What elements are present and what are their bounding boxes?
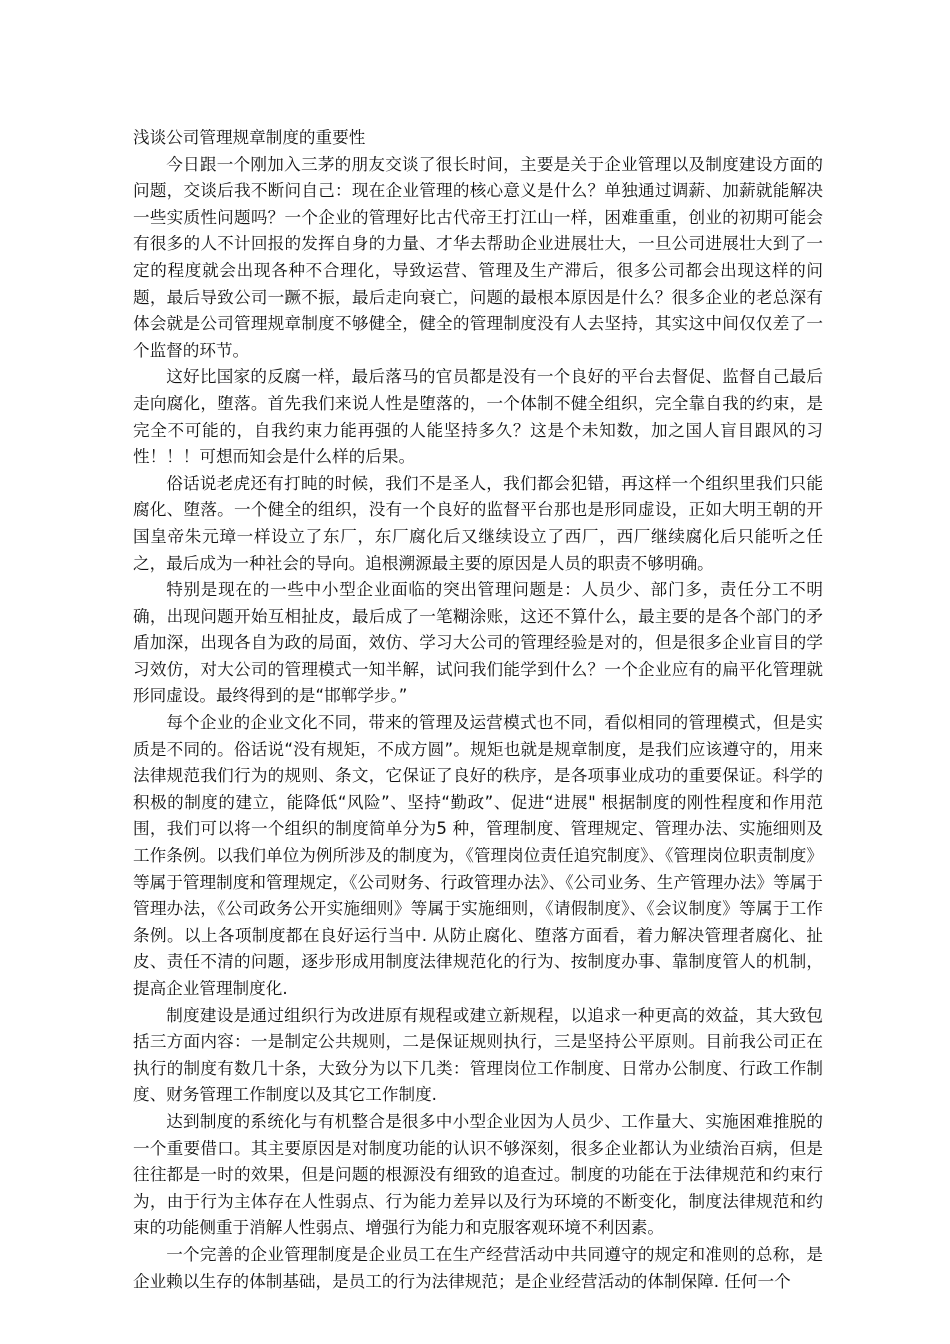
paragraph-5: 每个企业的企业文化不同，带来的管理及运营模式也不同，看似相同的管理模式，但是实质是不同的。俗话说“没有规矩，不成方圆”。规矩也就是规章制度，是我们应该遵守的，用来法律规范我们行为的规则、条文，它保证了良好的秩序，是各项事业成功的重要保证。科学的积极的制度的建立，能降低“风险”、坚持“勤政”、促进“进展" 根据制度的刚性程度和作用范围，我们可以将一个组织的制度简单分为5 种，管理制度、管理规定、管理办法、实施细则及工作条例。以我们单位为例所涉及的制度为，《管理岗位责任追究制度》、《管理岗位职责制度》等属于管理制度和管理规定，《公司财务、行政管理办法》、《公司业务、生产管理办法》等属于管理办法，《公司政务公开实施细则》等属于实施细则，《请假制度》、《会议制度》等属于工作条例。以上各项制度都在良好运行当中. 从防止腐化、堕落方面看，着力解决管理者腐化、扯皮、责任不清的问题，逐步形成用制度法律规范化的行为、按制度办事、靠制度管人的机制，提高企业管理制度化. [133, 713, 823, 998]
paragraph-6: 制度建设是通过组织行为改进原有规程或建立新规程，以追求一种更高的效益，其大致包括三方面内容：一是制定公共规则，二是保证规则执行，三是坚持公平原则。目前我公司正在执行的制度有数几十条，大致分为以下几类：管理岗位工作制度、日常办公制度、行政工作制度、财务管理工作制度以及其它工作制度. [133, 1005, 823, 1105]
document-page [133, 125, 823, 1295]
paragraph-8: 一个完善的企业管理制度是企业员工在生产经营活动中共同遵守的规定和准则的总称，是企业赖以生存的体制基础，是员工的行为法律规范；是企业经营活动的体制保障. 任何一个 [133, 1244, 823, 1291]
document-title: 浅谈公司管理规章制度的重要性 [133, 128, 366, 147]
paragraph-3: 俗话说老虎还有打盹的时候，我们不是圣人，我们都会犯错，再这样一个组织里我们只能腐化、堕落。一个健全的组织，没有一个良好的监督平台那也是形同虚设，正如大明王朝的开国皇帝朱元璋一样设立了东厂，东厂腐化后又继续设立了西厂，西厂继续腐化后只能听之任之，最后成为一种社会的导向。追根溯源最主要的原因是人员的职责不够明确。 [133, 473, 823, 573]
paragraph-7: 达到制度的系统化与有机整合是很多中小型企业因为人员少、工作量大、实施困难推脱的一个重要借口。其主要原因是对制度功能的认识不够深刻，很多企业都认为业绩治百病，但是往往都是一时的效果，但是问题的根源没有细致的追查过。制度的功能在于法律规范和约束行为，由于行为主体存在人性弱点、行为能力差异以及行为环境的不断变化，制度法律规范和约束的功能侧重于消解人性弱点、增强行为能力和克服客观环境不利因素。 [133, 1111, 823, 1238]
paragraph-1: 今日跟一个刚加入三茅的朋友交谈了很长时间，主要是关于企业管理以及制度建设方面的问题，交谈后我不断问自己：现在企业管理的核心意义是什么？单独通过调薪、加薪就能解决一些实质性问题吗？一个企业的管理好比古代帝王打江山一样，困难重重，创业的初期可能会有很多的人不计回报的发挥自身的力量、才华去帮助企业进展壮大，一旦公司进展壮大到了一定的程度就会出现各种不合理化，导致运营、管理及生产滞后，很多公司都会出现这样的问题，最后导致公司一蹶不振，最后走向衰亡，问题的最根本原因是什么？很多企业的老总深有体会就是公司管理规章制度不够健全，健全的管理制度没有人去坚持，其实这中间仅仅差了一个监督的环节。 [133, 154, 823, 360]
paragraph-4: 特别是现在的一些中小型企业面临的突出管理问题是：人员少、部门多，责任分工不明确，出现问题开始互相扯皮，最后成了一笔糊涂账，这还不算什么，最主要的是各个部门的矛盾加深，出现各自为政的局面，效仿、学习大公司的管理经验是对的，但是很多企业盲目的学习效仿，对大公司的管理模式一知半解，试问我们能学到什么？一个企业应有的扁平化管理就形同虚设。最终得到的是“邯郸学步。” [133, 580, 823, 706]
paragraph-2: 这好比国家的反腐一样，最后落马的官员都是没有一个良好的平台去督促、监督自己最后走向腐化，堕落。首先我们来说人性是堕落的，一个体制不健全组织，完全靠自我的约束，是完全不可能的，自我约束力能再强的人能坚持多久？这是个未知数，加之国人盲目跟风的习性！！！可想而知会是什么样的后果。 [133, 367, 823, 467]
